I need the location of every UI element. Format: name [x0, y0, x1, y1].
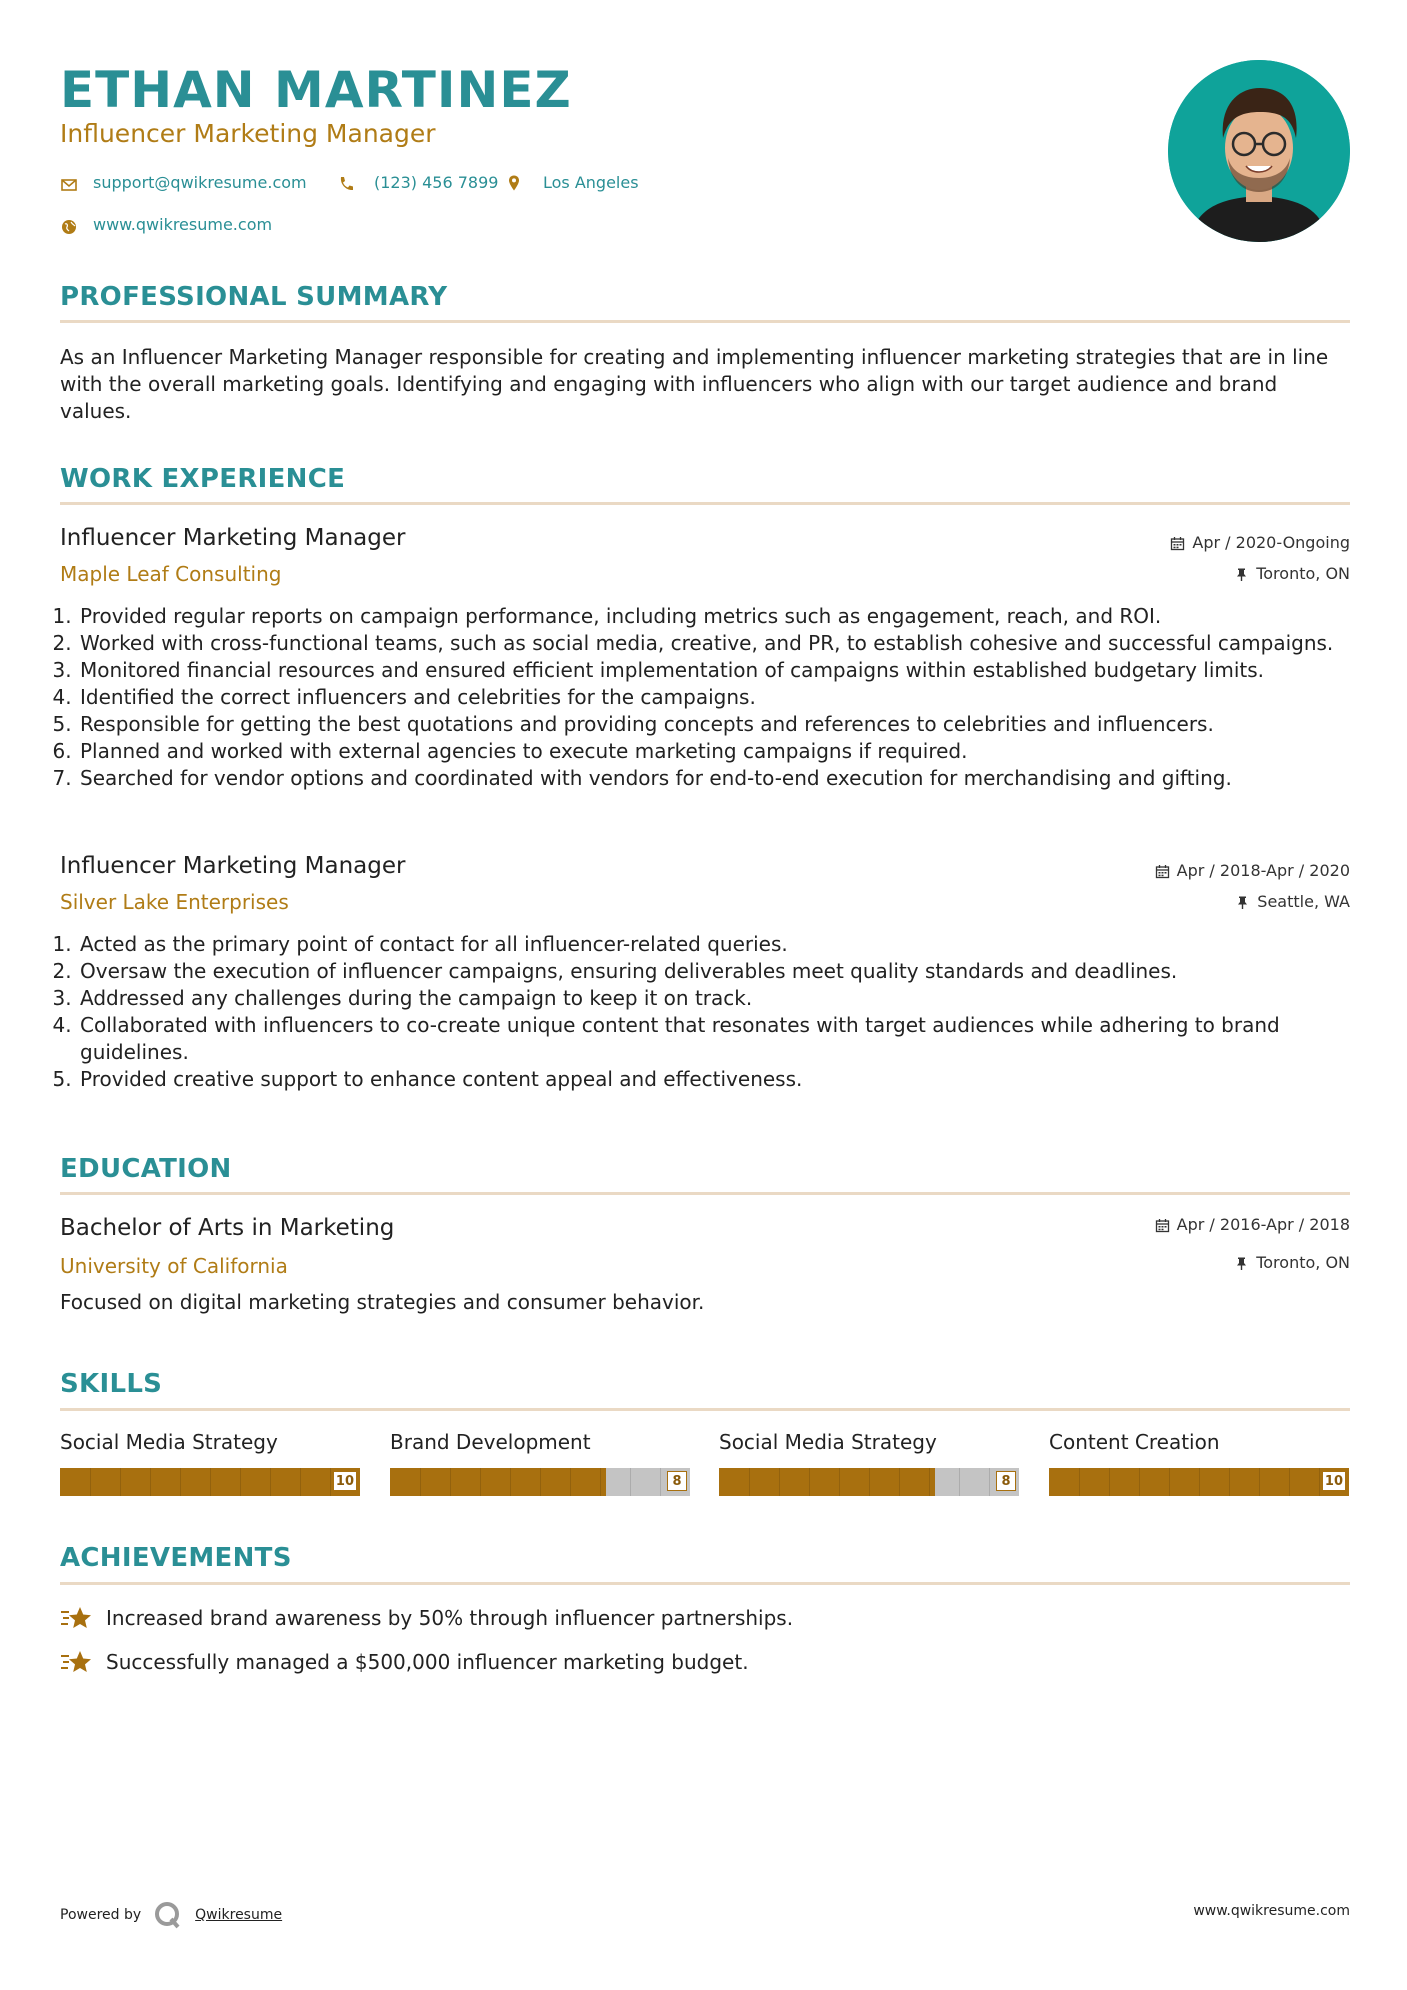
job-dates-text: Apr / 2020-Ongoing	[1192, 533, 1350, 552]
school-name: University of California	[60, 1254, 288, 1278]
skill-bar	[390, 1468, 690, 1496]
skill-bar-segment	[120, 1468, 121, 1496]
skill-bar-segment	[779, 1468, 780, 1496]
skill-bar-segment	[420, 1468, 421, 1496]
education-location-text: Toronto, ON	[1256, 1253, 1350, 1272]
skill-bar-segment	[749, 1468, 750, 1496]
skill-bar-segment	[929, 1468, 930, 1496]
skill-bar-segment	[869, 1468, 870, 1496]
skill-bar-segment	[210, 1468, 211, 1496]
shooting-star-icon	[60, 1604, 92, 1632]
list-item: 3. Addressed any challenges during the campaign to keep it on track.	[78, 985, 1368, 1012]
section-title-skills: SKILLS	[60, 1369, 163, 1399]
map-pin-icon	[505, 174, 523, 192]
qwikresume-logo-icon	[153, 1900, 183, 1930]
skill-label: Brand Development	[390, 1430, 591, 1454]
skill-bar-segment	[150, 1468, 151, 1496]
job-dates	[1170, 532, 1350, 554]
job-dates-text: Apr / 2018-Apr / 2020	[1176, 861, 1350, 880]
section-divider	[60, 1582, 1350, 1585]
job-title: Influencer Marketing Manager	[60, 853, 406, 879]
skill-bar-segment	[660, 1468, 661, 1496]
profile-photo	[1168, 60, 1350, 242]
education-dates-text: Apr / 2016-Apr / 2018	[1176, 1215, 1350, 1234]
list-item: 5. Responsible for getting the best quotations and providing concepts and references to celebrities and influencers.	[78, 711, 1368, 738]
skill-bar-segment	[600, 1468, 601, 1496]
skill-bar-segment	[809, 1468, 810, 1496]
skill-bar-segment	[1289, 1468, 1290, 1496]
job-location	[1235, 891, 1350, 913]
achievement-text: Increased brand awareness by 50% through influencer partnerships.	[106, 1606, 794, 1630]
skill-bar-segment	[240, 1468, 241, 1496]
skill-level: 8	[667, 1471, 687, 1491]
skill-bar-fill	[719, 1468, 935, 1496]
education-location	[1234, 1252, 1350, 1274]
list-item: 4. Identified the correct influencers and celebrities for the campaigns.	[78, 684, 1368, 711]
skill-bar-segment	[1169, 1468, 1170, 1496]
skill-bar	[60, 1468, 360, 1496]
section-title-experience: WORK EXPERIENCE	[60, 464, 346, 494]
achievement-item	[60, 1648, 749, 1676]
job-location	[1234, 563, 1350, 585]
list-item: 5. Provided creative support to enhance content appeal and effectiveness.	[78, 1066, 1368, 1093]
job-location-text: Toronto, ON	[1256, 564, 1350, 583]
section-title-achievements: ACHIEVEMENTS	[60, 1543, 292, 1573]
job-bullets	[60, 603, 1368, 792]
list-item: 3. Monitored financial resources and ensured efficient implementation of campaigns within established budgetary limits.	[78, 657, 1368, 684]
skill-bar-segment	[270, 1468, 271, 1496]
skill-bar-segment	[1259, 1468, 1260, 1496]
skill-bar-segment	[630, 1468, 631, 1496]
skill-bar-segment	[1229, 1468, 1230, 1496]
qwikresume-link[interactable]: Qwikresume	[195, 1907, 283, 1923]
pushpin-icon	[1235, 895, 1250, 910]
phone-text[interactable]: (123) 456 7899	[374, 173, 499, 192]
job-bullets	[60, 931, 1368, 1093]
list-item: 2. Oversaw the execution of influencer campaigns, ensuring deliverables meet quality standards and deadlines.	[78, 958, 1368, 985]
skill-bar	[719, 1468, 1019, 1496]
person-avatar-icon	[1168, 60, 1350, 242]
skill-level: 10	[1322, 1471, 1346, 1491]
skill-bar-segment	[989, 1468, 990, 1496]
email-link[interactable]: support@qwikresume.com	[93, 173, 307, 192]
calendar-icon	[1155, 864, 1170, 879]
skill-bar-segment	[450, 1468, 451, 1496]
pushpin-icon	[1234, 1256, 1249, 1271]
calendar-icon	[1155, 1218, 1170, 1233]
candidate-name: ETHAN MARTINEZ	[60, 61, 572, 119]
section-divider	[60, 1192, 1350, 1195]
section-divider	[60, 320, 1350, 323]
list-item: 2. Worked with cross-functional teams, such as social media, creative, and PR, to establish cohesive and successful campaigns.	[78, 630, 1368, 657]
skill-bar-segment	[1079, 1468, 1080, 1496]
skill-bar-segment	[899, 1468, 900, 1496]
skill-level: 8	[996, 1471, 1016, 1491]
job-title: Influencer Marketing Manager	[60, 525, 406, 551]
skill-bar-segment	[1109, 1468, 1110, 1496]
shooting-star-icon	[60, 1648, 92, 1676]
skill-label: Content Creation	[1049, 1430, 1220, 1454]
skill-bar-segment	[570, 1468, 571, 1496]
section-title-education: EDUCATION	[60, 1154, 232, 1184]
phone-icon	[337, 175, 355, 193]
list-item: 1. Provided regular reports on campaign performance, including metrics such as engagement, reach, and ROI.	[78, 603, 1368, 630]
list-item: 4. Collaborated with influencers to co-create unique content that resonates with target audiences while adhering to brand guidelines.	[78, 1012, 1368, 1066]
skill-bar-segment	[1199, 1468, 1200, 1496]
job-dates	[1155, 860, 1350, 882]
skill-bar-segment	[839, 1468, 840, 1496]
footer-url[interactable]: www.qwikresume.com	[1193, 1903, 1350, 1919]
education-description: Focused on digital marketing strategies and consumer behavior.	[60, 1290, 705, 1314]
list-item: 6. Planned and worked with external agencies to execute marketing campaigns if required.	[78, 738, 1368, 765]
globe-icon	[60, 218, 78, 236]
skill-bar-segment	[300, 1468, 301, 1496]
skill-bar-segment	[959, 1468, 960, 1496]
skill-bar-segment	[180, 1468, 181, 1496]
skill-label: Social Media Strategy	[719, 1430, 937, 1454]
calendar-icon	[1170, 536, 1185, 551]
job-location-text: Seattle, WA	[1257, 892, 1350, 911]
summary-text: As an Influencer Marketing Manager responsible for creating and implementing influencer marketing strategies that are in line with the overall marketing goals. Identifying and engaging with influencers who align with our target audience and brand values.	[60, 345, 1329, 423]
company-name: Maple Leaf Consulting	[60, 562, 282, 586]
skill-bar-segment	[1139, 1468, 1140, 1496]
skill-bar-segment	[1319, 1468, 1320, 1496]
skill-bar-segment	[510, 1468, 511, 1496]
skill-label: Social Media Strategy	[60, 1430, 278, 1454]
education-dates	[1155, 1214, 1350, 1236]
section-divider	[60, 1408, 1350, 1411]
company-name: Silver Lake Enterprises	[60, 890, 289, 914]
achievement-text: Successfully managed a $500,000 influencer marketing budget.	[106, 1650, 749, 1674]
pushpin-icon	[1234, 567, 1249, 582]
skill-bar-segment	[90, 1468, 91, 1496]
skill-level: 10	[333, 1471, 357, 1491]
skill-bar-fill	[390, 1468, 606, 1496]
footer-powered-by	[60, 1900, 282, 1930]
website-link[interactable]: www.qwikresume.com	[93, 215, 273, 234]
candidate-title: Influencer Marketing Manager	[60, 119, 436, 148]
powered-by-label: Powered by	[60, 1907, 142, 1923]
section-title-summary: PROFESSIONAL SUMMARY	[60, 282, 448, 312]
skill-bar-segment	[330, 1468, 331, 1496]
skill-bar-segment	[540, 1468, 541, 1496]
section-divider	[60, 502, 1350, 505]
list-item: 1. Acted as the primary point of contact for all influencer-related queries.	[78, 931, 1368, 958]
skill-bar-segment	[480, 1468, 481, 1496]
location-text: Los Angeles	[543, 173, 639, 192]
list-item: 7. Searched for vendor options and coordinated with vendors for end-to-end execution for merchandising and gifting.	[78, 765, 1368, 792]
skill-bar	[1049, 1468, 1349, 1496]
envelope-icon	[60, 176, 78, 194]
achievement-item	[60, 1604, 793, 1632]
degree-title: Bachelor of Arts in Marketing	[60, 1215, 395, 1241]
